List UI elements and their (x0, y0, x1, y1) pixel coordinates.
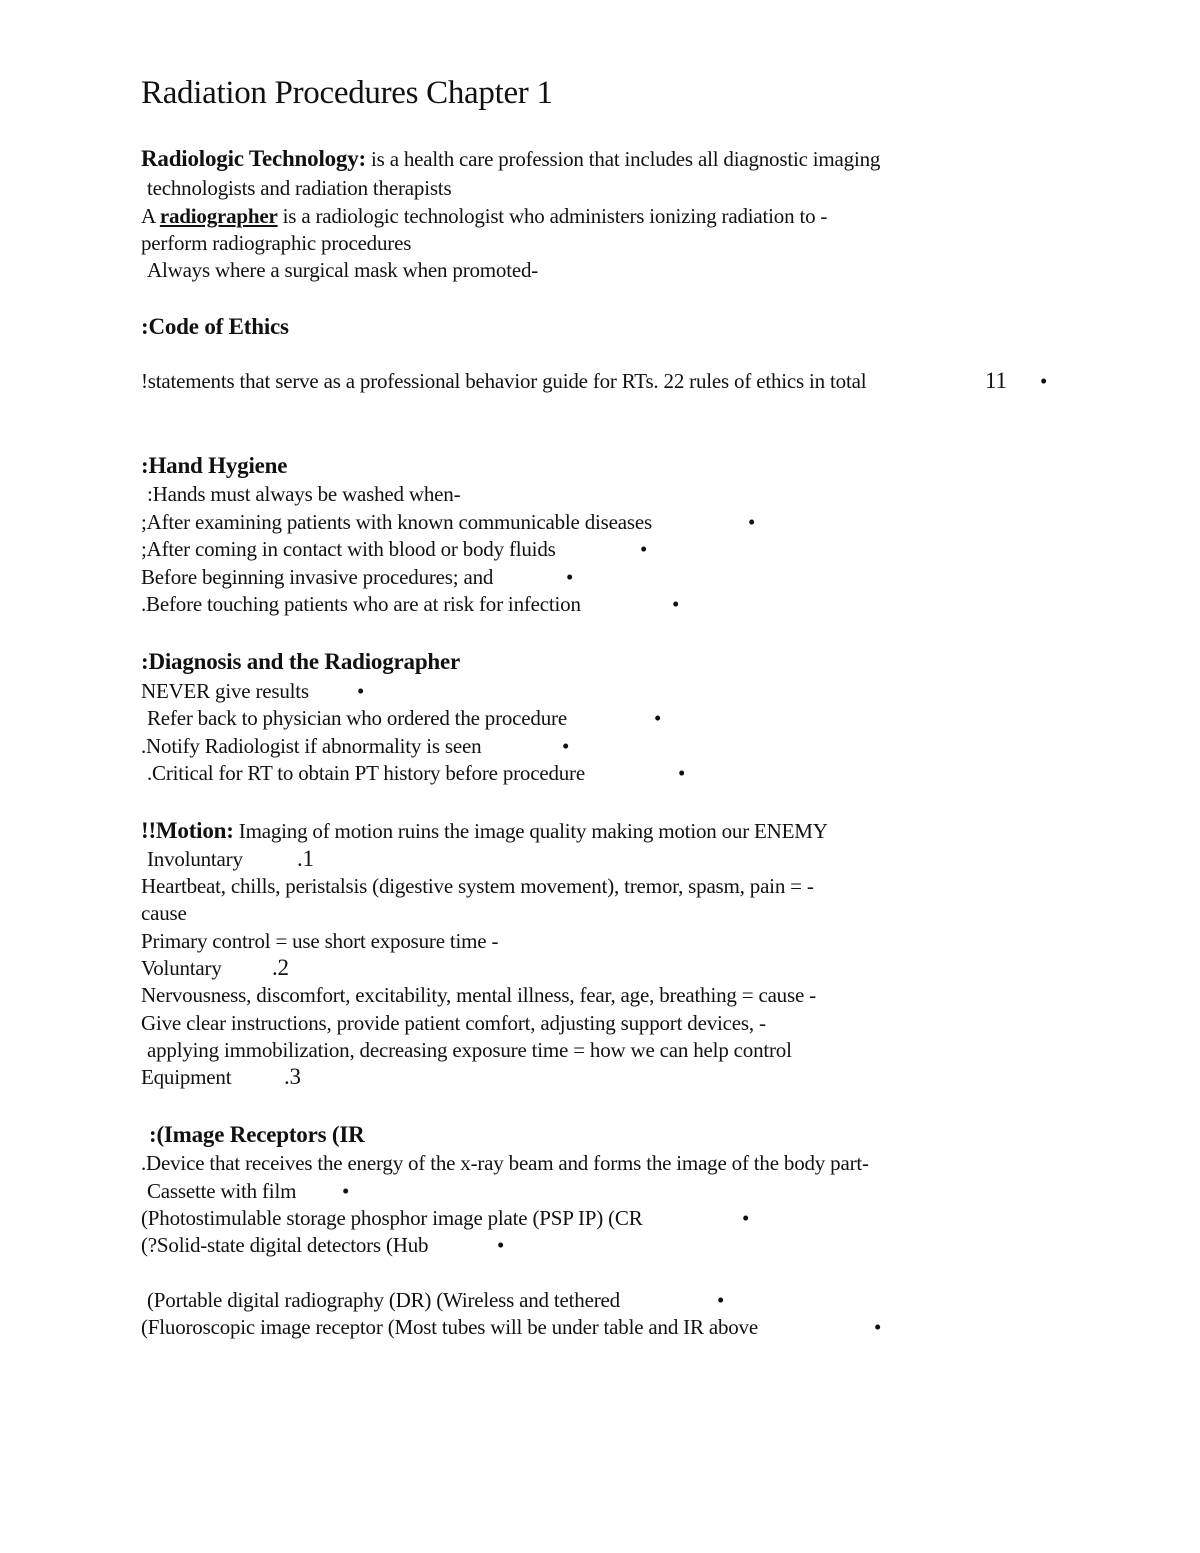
ethics-bullet: • (1040, 369, 1048, 393)
bullet: • (678, 761, 686, 785)
motion-line (141, 818, 828, 844)
ethics-number: 11 (985, 368, 1007, 393)
receptors-intro: .Device that receives the energy of the x-ray beam and forms the image of the body part- (141, 1151, 869, 1175)
diagnosis-heading: :Diagnosis and the Radiographer (141, 649, 461, 674)
radiographer-def2: perform radiographic procedures (141, 231, 412, 255)
bullet: • (342, 1179, 350, 1203)
list-item: Cassette with film (147, 1179, 297, 1203)
list-item: Refer back to physician who ordered the procedure (147, 706, 567, 730)
page-title: Radiation Procedures Chapter 1 (141, 75, 553, 111)
list-item: .Notify Radiologist if abnormality is seen (141, 734, 482, 758)
equipment-label: Equipment (141, 1065, 232, 1089)
radiologic-definition-line (141, 146, 880, 172)
involuntary-number: .1 (297, 846, 314, 871)
list-item: .Critical for RT to obtain PT history before procedure (147, 761, 585, 785)
radiographer-term: radiographer (159, 204, 278, 228)
radiographer-def: is a radiologic technologist who administers ionizing radiation to - (277, 204, 828, 228)
list-item: (Portable digital radiography (DR) (Wireless and tethered (147, 1288, 620, 1312)
bullet: • (497, 1233, 505, 1257)
ethics-heading: :Code of Ethics (141, 314, 289, 339)
list-item: (Fluoroscopic image receptor (Most tubes will be under table and IR above (141, 1315, 758, 1339)
radiologic-term: Radiologic Technology: (141, 146, 366, 171)
voluntary-control: Give clear instructions, provide patient comfort, adjusting support devices, - (141, 1011, 766, 1035)
list-item: ;After examining patients with known communicable diseases (141, 510, 652, 534)
bullet: • (672, 592, 680, 616)
list-item: ;After coming in contact with blood or body fluids (141, 537, 556, 561)
bullet: • (562, 734, 570, 758)
bullet: • (742, 1206, 750, 1230)
radiologic-def1: is a health care profession that includes all diagnostic imaging (366, 147, 881, 171)
radiologic-def2: technologists and radiation therapists (147, 176, 452, 200)
voluntary-number: .2 (272, 955, 289, 980)
bullet: • (654, 706, 662, 730)
voluntary-label: Voluntary (141, 956, 222, 980)
bullet: • (748, 510, 756, 534)
surgical-mask-line: Always where a surgical mask when promoted- (147, 258, 539, 282)
motion-def: Imaging of motion ruins the image quality making motion our ENEMY (233, 819, 828, 843)
list-item: NEVER give results (141, 679, 309, 703)
bullet: • (566, 565, 574, 589)
list-item: (Photostimulable storage phosphor image plate (PSP IP) (CR (141, 1206, 643, 1230)
list-item: (?Solid-state digital detectors (Hub (141, 1233, 429, 1257)
voluntary-control-cont: applying immobilization, decreasing exposure time = how we can help control (147, 1038, 792, 1062)
involuntary-label: Involuntary (147, 847, 243, 871)
hygiene-intro: :Hands must always be washed when- (147, 482, 461, 506)
list-item: Before beginning invasive procedures; and (141, 565, 494, 589)
radiographer-prefix: A (141, 204, 160, 228)
ethics-line (141, 368, 866, 394)
receptors-heading: :(Image Receptors (IR (149, 1122, 365, 1147)
motion-term: !!Motion: (141, 818, 234, 843)
involuntary-causes: Heartbeat, chills, peristalsis (digestive system movement), tremor, spasm, pain = - (141, 874, 814, 898)
bullet: • (357, 679, 365, 703)
ethics-text: !statements that serve as a professional behavior guide for RTs. 22 rules of ethics in total (141, 369, 867, 393)
list-item: .Before touching patients who are at risk for infection (141, 592, 581, 616)
bullet: • (640, 537, 648, 561)
bullet: • (874, 1315, 882, 1339)
equipment-number: .3 (284, 1064, 301, 1089)
involuntary-causes-cont: cause (141, 901, 187, 925)
radiographer-line (141, 203, 827, 229)
involuntary-control: Primary control = use short exposure time - (141, 929, 499, 953)
voluntary-causes: Nervousness, discomfort, excitability, mental illness, fear, age, breathing = cause - (141, 983, 816, 1007)
bullet: • (717, 1288, 725, 1312)
hygiene-heading: :Hand Hygiene (141, 453, 288, 478)
